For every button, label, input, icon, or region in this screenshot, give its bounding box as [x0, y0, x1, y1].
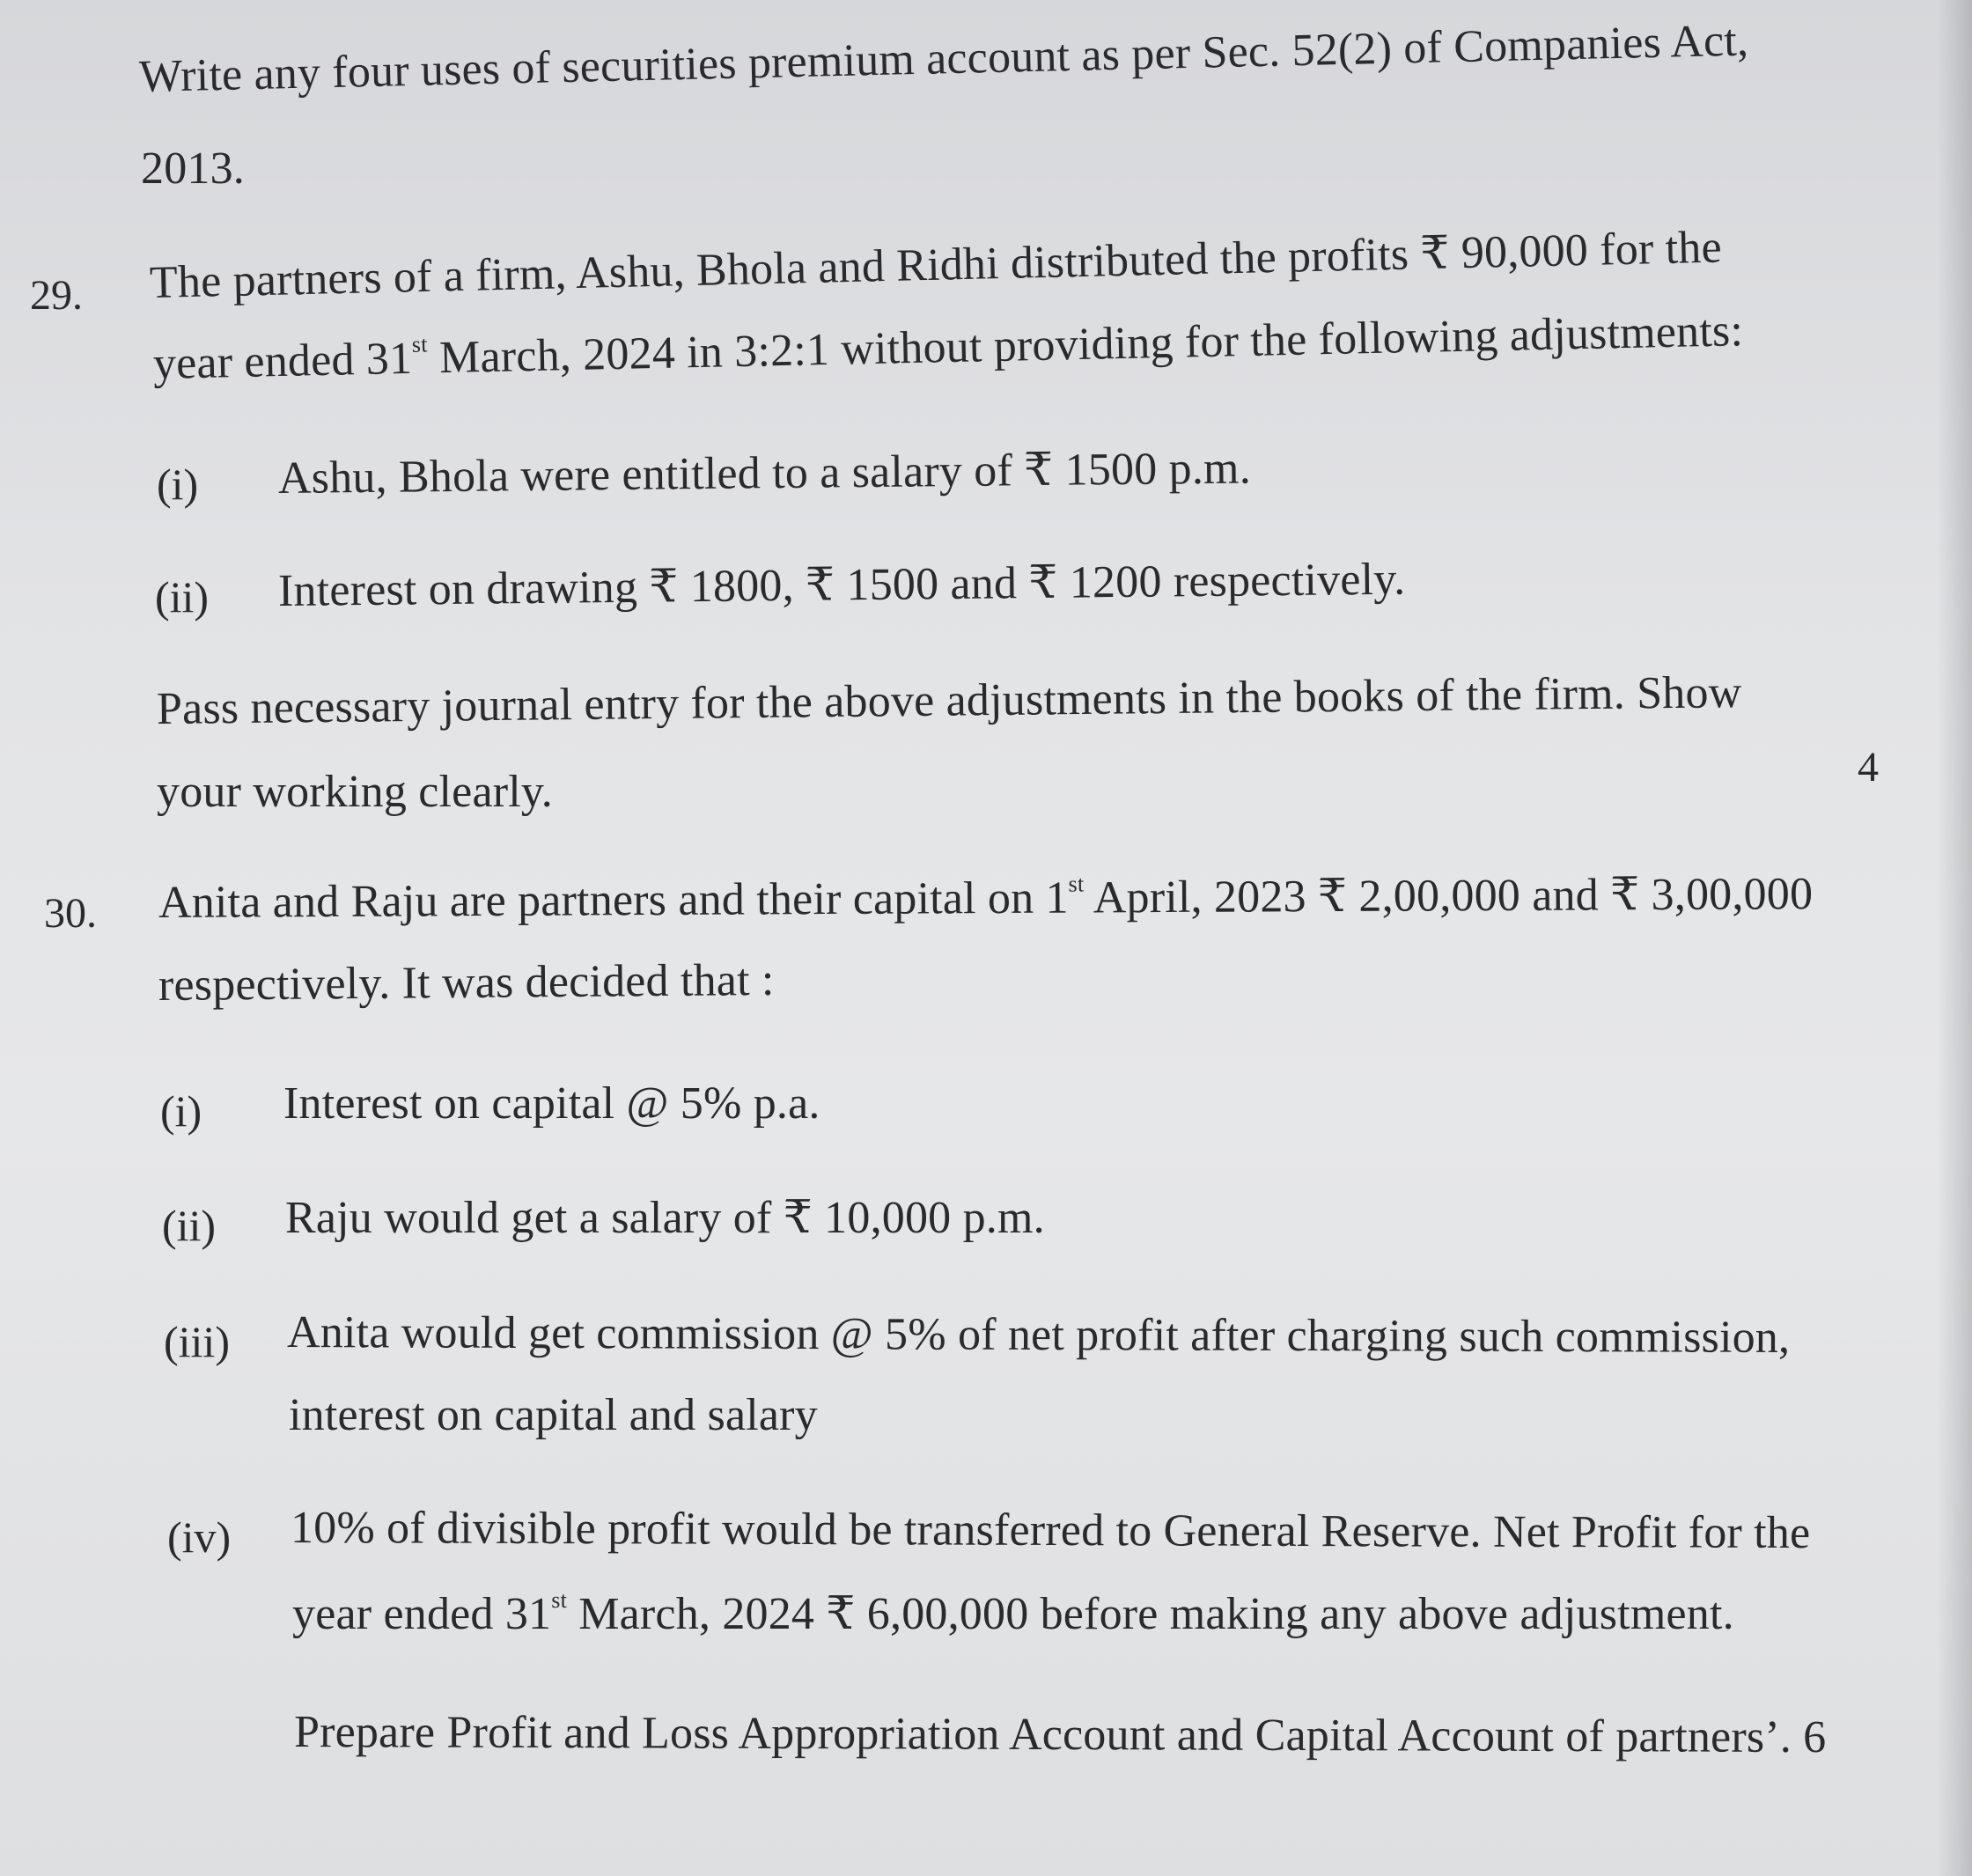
q29-instruction-line-2: your working clearly.: [157, 767, 553, 817]
q30-item-3-text: Anita would get commission @ 5% of net profit after charging such commission,: [286, 1307, 1791, 1363]
q28-line-2: 2013.: [141, 143, 245, 194]
q29-item-1-marker: (i): [157, 460, 199, 509]
q30-item-4-marker: (iv): [167, 1512, 232, 1562]
q29-item-2-text: Interest on drawing ₹ 1800, ₹ 1500 and ₹ 1200 respectively.: [277, 554, 1406, 616]
q30-line-1-b: April, 2023 ₹ 2,00,000 and ₹ 3,00,000: [1084, 869, 1814, 923]
q30-item-4-text-2-a: year ended 31: [292, 1589, 552, 1639]
q29-number: 29.: [30, 272, 83, 319]
q29-line-2-sup: st: [411, 331, 428, 357]
q30-line-1-sup: st: [1068, 871, 1085, 897]
q29-line-2: [152, 305, 1743, 391]
q30-item-4-text-2-sup: st: [551, 1586, 567, 1613]
q29-line-2-b: March, 2024 in 3:2:1 without providing for the following adjustments:: [427, 305, 1744, 384]
q30-item-2-marker: (ii): [162, 1201, 217, 1250]
q28-line-1: Write any four uses of securities premium account as per Sec. 52(2) of Companies Act,: [138, 15, 1749, 102]
q30-line-1: [158, 868, 1814, 930]
q29-item-1-text: Ashu, Bhola were entitled to a salary of ₹ 1500 p.m.: [277, 443, 1252, 504]
q30-line-1-a: Anita and Raju are partners and their capital on 1: [158, 872, 1069, 928]
q30-item-3-text-2: interest on capital and salary: [289, 1390, 818, 1440]
q29-item-2-marker: (ii): [155, 572, 210, 622]
q30-instruction: Prepare Profit and Loss Appropriation Account and Capital Account of partners’. 6: [293, 1707, 1827, 1763]
q29-line-2-a: year ended 31: [152, 333, 413, 389]
q30-item-4-text-2: [292, 1588, 1734, 1641]
q29-marks: 4: [1858, 744, 1879, 791]
q30-item-4-text-2-b: March, 2024 ₹ 6,00,000 before making any above adjustment.: [567, 1589, 1734, 1639]
q30-item-1-marker: (i): [160, 1086, 202, 1136]
q30-line-2: respectively. It was decided that :: [158, 954, 775, 1011]
q30-number: 30.: [44, 890, 97, 937]
q30-item-1-text: Interest on capital @ 5% p.a.: [283, 1078, 820, 1129]
q30-item-3-marker: (iii): [164, 1317, 230, 1366]
page-shadow-edge: [1937, 0, 1972, 1876]
q30-item-2-text: Raju would get a salary of ₹ 10,000 p.m.: [285, 1193, 1045, 1243]
q30-item-4-text: 10% of divisible profit would be transferred to General Reserve. Net Profit for the: [290, 1503, 1811, 1559]
q29-instruction-line-1: Pass necessary journal entry for the above adjustments in the books of the firm. Show: [156, 667, 1742, 734]
q29-line-1: The partners of a firm, Ashu, Bhola and Ridhi distributed the profits ₹ 90,000 for the: [149, 222, 1723, 308]
